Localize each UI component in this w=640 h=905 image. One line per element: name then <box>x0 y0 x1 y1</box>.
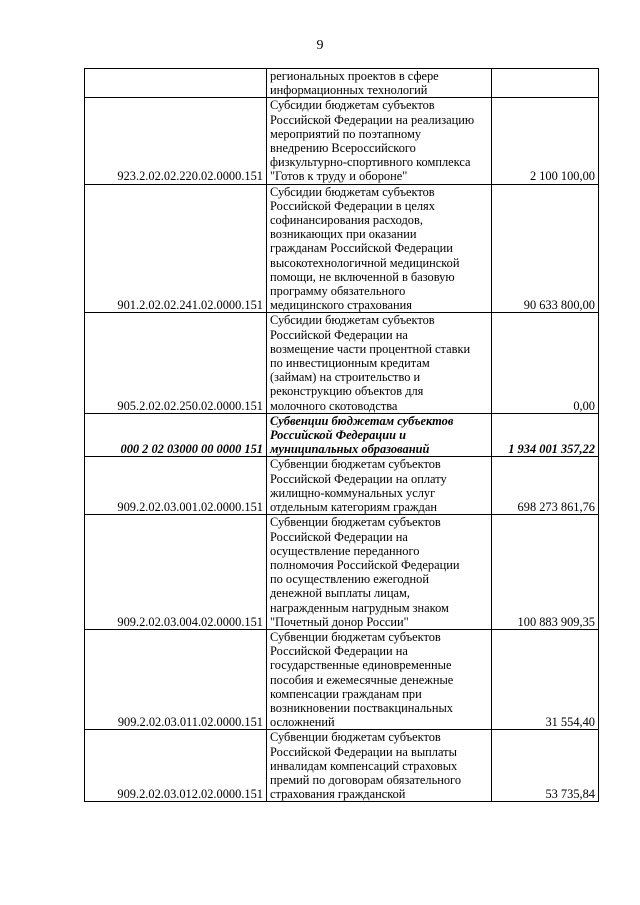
description-line: Российской Федерации на оплату <box>270 471 447 486</box>
revenue-description-cell <box>267 184 492 313</box>
table-row <box>85 629 599 729</box>
description-line: возникающих при оказании <box>270 227 417 242</box>
description-line: гражданам Российской Федерации <box>270 241 453 256</box>
description-line: Российской Федерации и <box>270 428 407 443</box>
page-number: 9 <box>316 38 324 53</box>
description-line: софинансирования расходов, <box>270 213 423 228</box>
description-line: инвалидам компенсаций страховых <box>270 758 458 773</box>
description-line: возникновении поствакцинальных <box>270 700 453 715</box>
description-line: "Почетный донор России" <box>270 614 409 629</box>
revenue-code-cell: 901.2.02.02.241.02.0000.151 <box>85 184 267 313</box>
description-line: помощи, не включенной в базовую <box>270 269 455 284</box>
revenue-code-cell: 909.2.02.03.004.02.0000.151 <box>85 515 267 630</box>
amount-cell: 100 883 909,35 <box>492 515 599 630</box>
description-line: отдельным категориям граждан <box>270 500 437 515</box>
description-line: Субвенции бюджетам субъектов <box>270 515 441 530</box>
description-line: Российской Федерации на <box>270 644 408 659</box>
description-line: муниципальных образований <box>270 442 430 457</box>
amount-cell: 1 934 001 357,22 <box>492 413 599 457</box>
description-line: государственные единовременные <box>270 658 452 673</box>
description-line: Субсидии бюджетам субъектов <box>270 98 435 113</box>
description-line: Субсидии бюджетам субъектов <box>270 184 435 199</box>
revenue-code-cell: 909.2.02.03.011.02.0000.151 <box>85 629 267 729</box>
table-row <box>85 730 599 802</box>
revenue-code-cell: 909.2.02.03.001.02.0000.151 <box>85 457 267 515</box>
description-line: информационных технологий <box>270 83 428 98</box>
description-line: премий по договорам обязательного <box>270 772 462 787</box>
description-line: физкультурно-спортивного комплекса <box>270 155 471 170</box>
revenue-code-cell: 909.2.02.03.012.02.0000.151 <box>85 730 267 802</box>
amount-cell: 0,00 <box>492 313 599 413</box>
table-row <box>85 515 599 630</box>
description-line: осложнений <box>270 715 335 730</box>
description-line: Субвенции бюджетам субъектов <box>270 457 441 472</box>
description-line: региональных проектов в сфере <box>270 69 439 83</box>
description-line: Субвенции бюджетам субъектов <box>270 730 441 745</box>
description-line: возмещение части процентной ставки <box>270 341 471 356</box>
amount-cell: 698 273 861,76 <box>492 457 599 515</box>
table-row <box>85 413 599 457</box>
revenue-code-cell: 000 2 02 03000 00 0000 151 <box>85 413 267 457</box>
table-row <box>85 457 599 515</box>
description-line: реконструкцию объектов для <box>270 384 424 399</box>
revenue-description-cell <box>267 515 492 630</box>
amount-cell: 31 554,40 <box>492 629 599 729</box>
revenue-code-cell <box>85 69 267 98</box>
table-row <box>85 98 599 184</box>
description-line: Субвенции бюджетам субъектов <box>270 629 441 644</box>
description-line: (займам) на строительство и <box>270 370 421 385</box>
amount-cell: 53 735,84 <box>492 730 599 802</box>
description-line: Субвенции бюджетам субъектов <box>270 413 454 428</box>
description-line: Субсидии бюджетам субъектов <box>270 313 435 328</box>
description-line: жилищно-коммунальных услуг <box>270 485 436 500</box>
budget-revenue-table <box>84 68 599 802</box>
revenue-description-cell <box>267 98 492 184</box>
description-line: программу обязательного <box>270 284 406 299</box>
description-line: пособия и ежемесячные денежные <box>270 672 454 687</box>
description-line: по инвестиционным кредитам <box>270 356 430 371</box>
description-line: высокотехнологичной медицинской <box>270 255 460 270</box>
amount-cell: 90 633 800,00 <box>492 184 599 313</box>
table-row <box>85 69 599 98</box>
description-line: компенсации гражданам при <box>270 686 422 701</box>
description-line: Российской Федерации на <box>270 529 408 544</box>
table-row <box>85 184 599 313</box>
revenue-code-cell: 905.2.02.02.250.02.0000.151 <box>85 313 267 413</box>
description-line: награжденным нагрудным знаком <box>270 600 449 615</box>
table-row <box>85 313 599 413</box>
revenue-description-cell <box>267 629 492 729</box>
description-line: молочного скотоводства <box>270 398 398 413</box>
revenue-description-cell <box>267 69 492 98</box>
description-line: медицинского страхования <box>270 298 412 313</box>
revenue-description-cell <box>267 457 492 515</box>
revenue-description-cell <box>267 730 492 802</box>
description-line: Российской Федерации в целях <box>270 198 435 213</box>
description-line: по осуществлению ежегодной <box>270 572 429 587</box>
description-line: Российской Федерации на реализацию <box>270 112 475 127</box>
description-line: осуществление переданного <box>270 543 420 558</box>
description-line: внедрению Всероссийского <box>270 141 416 156</box>
description-line: мероприятий по поэтапному <box>270 126 422 141</box>
description-line: денежной выплаты лицам, <box>270 586 410 601</box>
description-line: полномочия Российской Федерации <box>270 557 460 572</box>
table-body <box>85 69 599 802</box>
description-line: Российской Федерации на <box>270 327 408 342</box>
amount-cell: 2 100 100,00 <box>492 98 599 184</box>
revenue-description-cell <box>267 313 492 413</box>
revenue-description-cell <box>267 413 492 457</box>
description-line: Российской Федерации на выплаты <box>270 744 457 759</box>
description-line: "Готов к труду и обороне" <box>270 169 408 184</box>
revenue-code-cell: 923.2.02.02.220.02.0000.151 <box>85 98 267 184</box>
amount-cell <box>492 69 599 98</box>
description-line: страхования гражданской <box>270 787 406 802</box>
